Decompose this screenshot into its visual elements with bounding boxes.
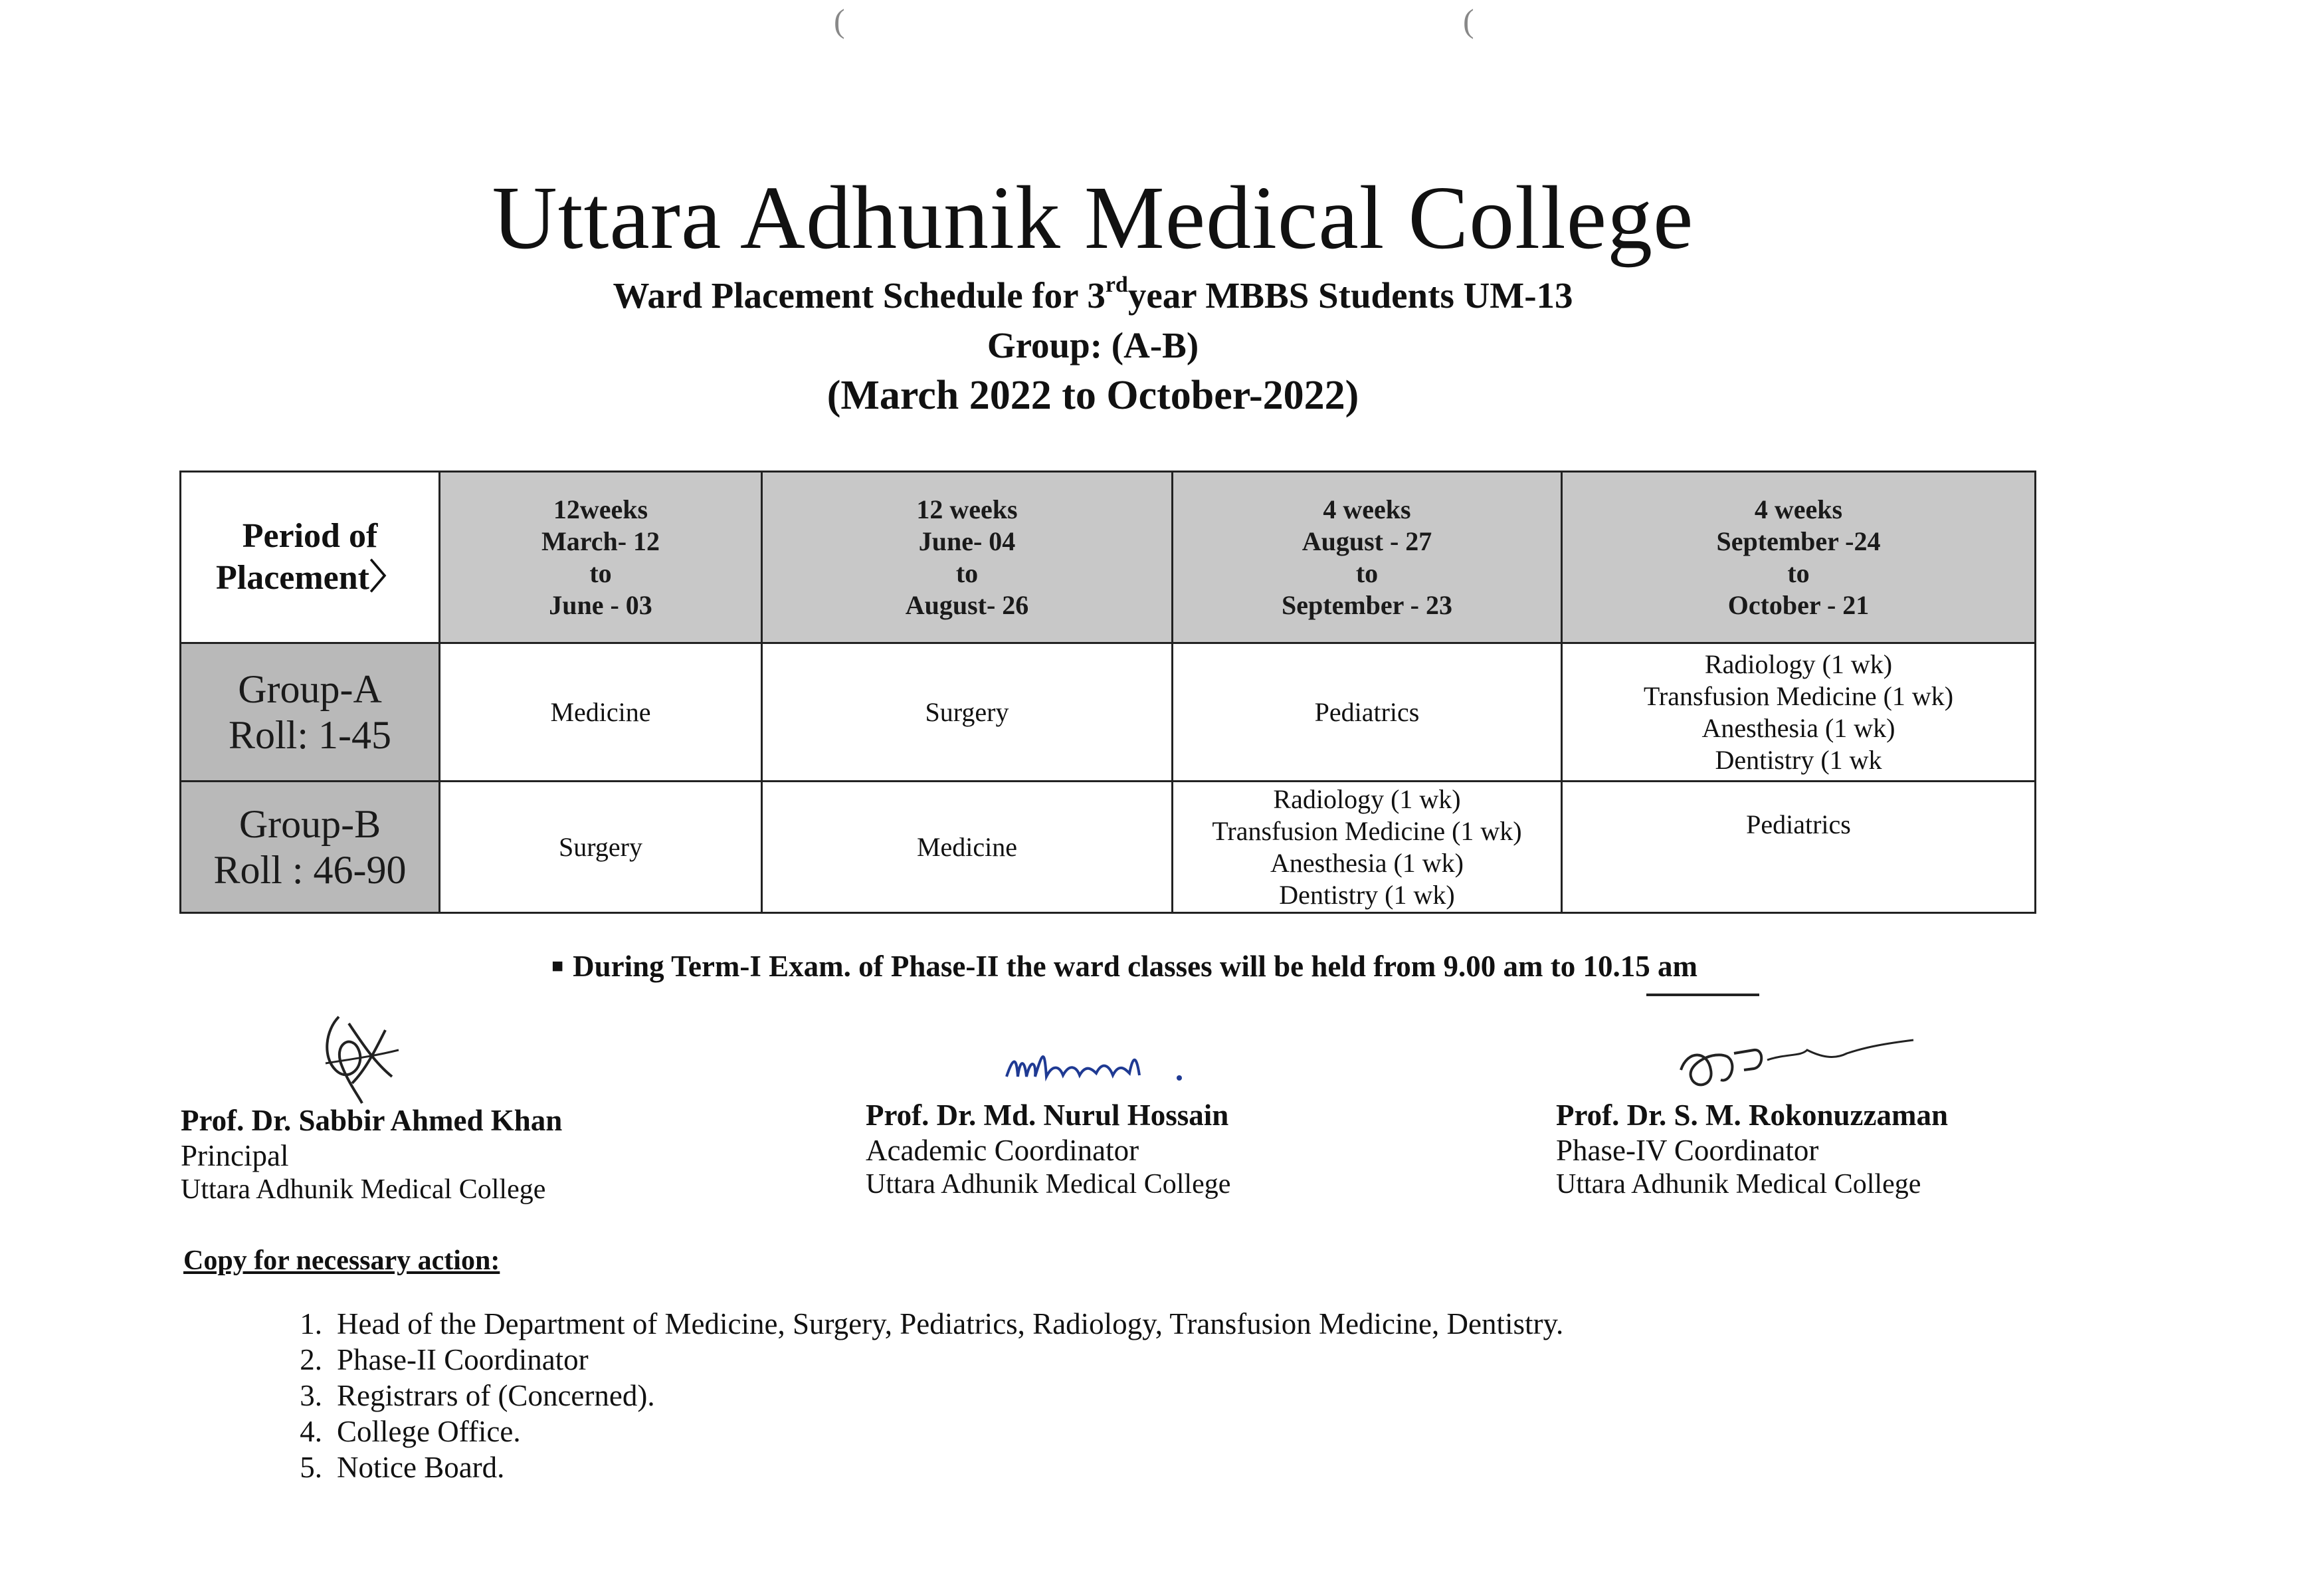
group-b-row bbox=[181, 782, 2036, 913]
subtitle-ordinal: rd bbox=[1105, 272, 1128, 297]
period-start: June- 04 bbox=[918, 526, 1016, 556]
signatory-org: Uttara Adhunik Medical College bbox=[181, 1174, 546, 1206]
period-duration: 12 weeks bbox=[916, 494, 1018, 524]
period-header-1 bbox=[440, 472, 762, 643]
note-underline bbox=[1646, 994, 1759, 996]
signatory-name: Prof. Dr. Sabbir Ahmed Khan bbox=[181, 1104, 563, 1137]
period-start: September -24 bbox=[1716, 526, 1881, 556]
period-duration: 4 weeks bbox=[1323, 494, 1411, 524]
list-item bbox=[259, 1449, 1563, 1485]
schedule-subtitle bbox=[0, 272, 2186, 316]
list-text: Head of the Department of Medicine, Surgery, Pediatrics, Radiology, Transfusion Medicine, Dentistry. bbox=[337, 1307, 1564, 1340]
group-b-period-3 bbox=[1173, 782, 1562, 913]
list-item bbox=[259, 1378, 1563, 1414]
copy-recipient-list bbox=[259, 1306, 1563, 1485]
list-number: 1. bbox=[300, 1307, 322, 1340]
period-to: to bbox=[955, 558, 979, 588]
period-of-placement-label bbox=[181, 472, 440, 643]
period-end: September - 23 bbox=[1282, 589, 1452, 620]
signatory-title: Principal bbox=[181, 1139, 289, 1173]
group-a-period-1 bbox=[440, 643, 762, 782]
subject: Medicine bbox=[916, 831, 1018, 862]
signatory-name: Prof. Dr. Md. Nurul Hossain bbox=[866, 1099, 1229, 1132]
period-duration: 4 weeks bbox=[1754, 494, 1843, 524]
bullet-icon: ■ bbox=[551, 955, 564, 977]
signatory-org: Uttara Adhunik Medical College bbox=[1556, 1169, 1921, 1200]
period-to: to bbox=[1787, 558, 1810, 588]
scan-mark-right: ( bbox=[1463, 2, 1474, 39]
phase-iv-coordinator-signature bbox=[1674, 1030, 1920, 1103]
subject: Anesthesia (1 wk) bbox=[1270, 847, 1464, 878]
list-item bbox=[259, 1414, 1563, 1449]
list-text: Notice Board. bbox=[337, 1451, 505, 1484]
subject: Radiology (1 wk) bbox=[1704, 649, 1893, 679]
group-b-period-2 bbox=[762, 782, 1173, 913]
signatory-title: Phase-IV Coordinator bbox=[1556, 1134, 1819, 1168]
subject: Radiology (1 wk) bbox=[1273, 784, 1461, 814]
group-name: Group-B bbox=[239, 801, 381, 846]
signatory-name: Prof. Dr. S. M. Rokonuzzaman bbox=[1556, 1099, 1949, 1132]
group-roll: Roll: 1-45 bbox=[228, 712, 391, 757]
group-name: Group-A bbox=[238, 667, 382, 711]
group-b-period-1 bbox=[440, 782, 762, 913]
subject: Surgery bbox=[925, 696, 1009, 727]
period-start: March- 12 bbox=[541, 526, 660, 556]
academic-coordinator-signature bbox=[1003, 1043, 1216, 1090]
list-number: 2. bbox=[300, 1343, 322, 1376]
group-b-period-4 bbox=[1562, 782, 2036, 913]
group-roll: Roll : 46-90 bbox=[213, 847, 407, 892]
subject: Transfusion Medicine (1 wk) bbox=[1212, 815, 1522, 846]
exam-note-text: During Term-I Exam. of Phase-II the ward classes will be held from 9.00 am to 10.15 am bbox=[573, 950, 1697, 983]
list-number: 5. bbox=[300, 1451, 322, 1484]
group-a-label bbox=[181, 643, 440, 782]
period-header-row bbox=[181, 472, 2036, 643]
corner-label-line1: Period of bbox=[242, 517, 378, 556]
list-item bbox=[259, 1306, 1563, 1342]
period-duration: 12weeks bbox=[553, 494, 648, 524]
signatory-phase-iv-coordinator bbox=[1556, 1098, 1948, 1202]
list-text: Registrars of (Concerned). bbox=[337, 1379, 655, 1412]
placement-schedule-table bbox=[179, 471, 2036, 914]
list-number: 4. bbox=[300, 1415, 322, 1448]
group-a-period-2 bbox=[762, 643, 1173, 782]
subtitle-prefix: Ward Placement Schedule for 3 bbox=[613, 275, 1106, 316]
period-end: June - 03 bbox=[549, 589, 652, 620]
corner-label-line2: Placement〉 bbox=[215, 558, 404, 597]
copy-heading: Copy for necessary action: bbox=[183, 1245, 500, 1276]
group-a-row bbox=[181, 643, 2036, 782]
period-header-2 bbox=[762, 472, 1173, 643]
subtitle-suffix: year MBBS Students UM-13 bbox=[1127, 275, 1573, 316]
period-header-4 bbox=[1562, 472, 2036, 643]
list-text: College Office. bbox=[337, 1415, 521, 1448]
period-line: (March 2022 to October-2022) bbox=[826, 373, 1359, 418]
period-end: October - 21 bbox=[1727, 589, 1870, 620]
list-item bbox=[259, 1342, 1563, 1378]
group-line: Group: (A-B) bbox=[987, 325, 1199, 366]
subject: Dentistry (1 wk bbox=[1715, 744, 1882, 775]
period-to: to bbox=[589, 558, 612, 588]
period-start: August - 27 bbox=[1302, 526, 1432, 556]
list-text: Phase-II Coordinator bbox=[337, 1343, 589, 1376]
period-to: to bbox=[1355, 558, 1379, 588]
subject: Medicine bbox=[550, 696, 651, 727]
period-end: August- 26 bbox=[905, 589, 1029, 620]
signatory-org: Uttara Adhunik Medical College bbox=[866, 1169, 1231, 1200]
signatory-title: Academic Coordinator bbox=[866, 1134, 1139, 1168]
subject: Pediatrics bbox=[1314, 696, 1420, 727]
college-title: Uttara Adhunik Medical College bbox=[492, 168, 1694, 268]
signatory-academic-coordinator bbox=[866, 1098, 1230, 1202]
group-a-period-4 bbox=[1562, 643, 2036, 782]
subject: Anesthesia (1 wk) bbox=[1701, 712, 1895, 743]
list-number: 3. bbox=[300, 1379, 322, 1412]
period-header-3 bbox=[1173, 472, 1562, 643]
group-b-label bbox=[181, 782, 440, 913]
exam-note bbox=[551, 949, 1697, 984]
subject: Transfusion Medicine (1 wk) bbox=[1643, 681, 1954, 711]
subject: Pediatrics bbox=[1746, 809, 1851, 839]
subject: Surgery bbox=[559, 831, 642, 862]
group-a-period-3 bbox=[1173, 643, 1562, 782]
signatory-principal bbox=[181, 1103, 562, 1207]
principal-signature bbox=[312, 1003, 412, 1110]
subject: Dentistry (1 wk) bbox=[1279, 879, 1455, 910]
scan-mark-left: ( bbox=[834, 2, 845, 39]
